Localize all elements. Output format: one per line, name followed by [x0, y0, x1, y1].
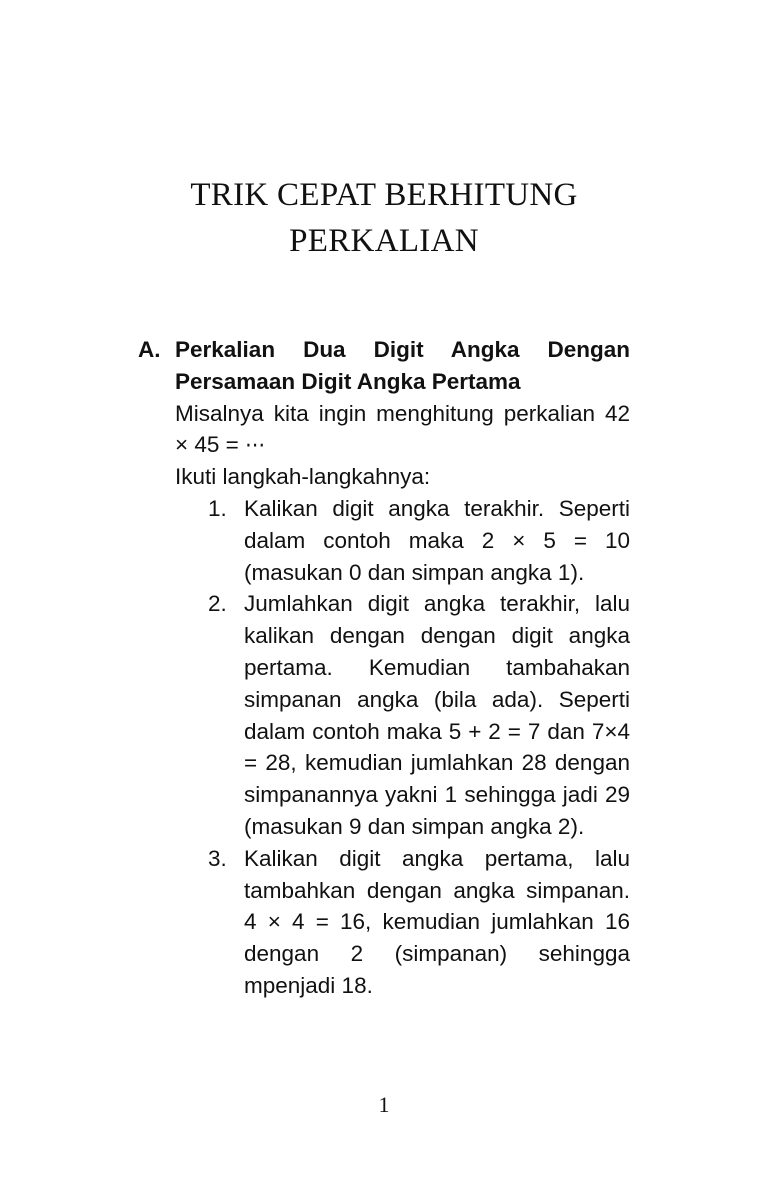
- section-letter: A.: [138, 337, 161, 362]
- list-item: [138, 843, 630, 1002]
- step-line: Kalikan digit angka pertama, lalu: [244, 845, 630, 871]
- step-number: 2.: [208, 591, 227, 617]
- step-line: (masukan 9 dan simpan angka 2).: [244, 813, 585, 839]
- step-line: mpenjadi 18.: [244, 972, 373, 998]
- list-item: [138, 493, 630, 588]
- intro-line-1: Misalnya kita ingin menghitung perkalian 42: [175, 400, 630, 426]
- page-number: 1: [378, 1092, 390, 1117]
- step-line: dalam contoh maka 5 + 2 = 7 dan 7×4: [244, 718, 630, 744]
- step-line: Kalikan digit angka terakhir. Seperti: [244, 495, 630, 521]
- page-title: [0, 172, 768, 264]
- step-line: = 28, kemudian jumlahkan 28 dengan: [244, 750, 630, 776]
- step-number: 3.: [208, 845, 227, 871]
- step-line: (masukan 0 dan simpan angka 1).: [244, 559, 585, 585]
- title-line-2: PERKALIAN: [289, 223, 479, 259]
- section-heading-line-1: Perkalian Dua Digit Angka Dengan: [175, 337, 630, 362]
- step-number: 1.: [208, 495, 227, 521]
- steps-label: Ikuti langkah-langkahnya:: [175, 464, 431, 490]
- section-heading: [138, 334, 630, 398]
- section-heading-line-2: Persamaan Digit Angka Pertama: [175, 368, 521, 394]
- step-line: dengan 2 (simpanan) sehingga: [244, 941, 630, 967]
- step-line: dalam contoh maka 2 × 5 = 10: [244, 527, 630, 553]
- step-line: tambahkan dengan angka simpanan.: [244, 877, 630, 903]
- steps-list: [138, 493, 630, 1002]
- list-item: [138, 588, 630, 842]
- title-line-1: TRIK CEPAT BERHITUNG: [190, 177, 578, 213]
- step-line: Jumlahkan digit angka terakhir, lalu: [244, 591, 630, 617]
- section-a: [138, 334, 630, 1002]
- step-line: simpanan angka (bila ada). Seperti: [244, 686, 630, 712]
- step-line: pertama. Kemudian tambahakan: [244, 654, 630, 680]
- step-line: 4 × 4 = 16, kemudian jumlahkan 16: [244, 909, 630, 935]
- section-intro: [138, 398, 630, 493]
- intro-line-2: × 45 = ⋯: [175, 432, 266, 458]
- step-line: kalikan dengan dengan digit angka: [244, 623, 630, 649]
- step-line: simpanannya yakni 1 sehingga jadi 29: [244, 782, 630, 808]
